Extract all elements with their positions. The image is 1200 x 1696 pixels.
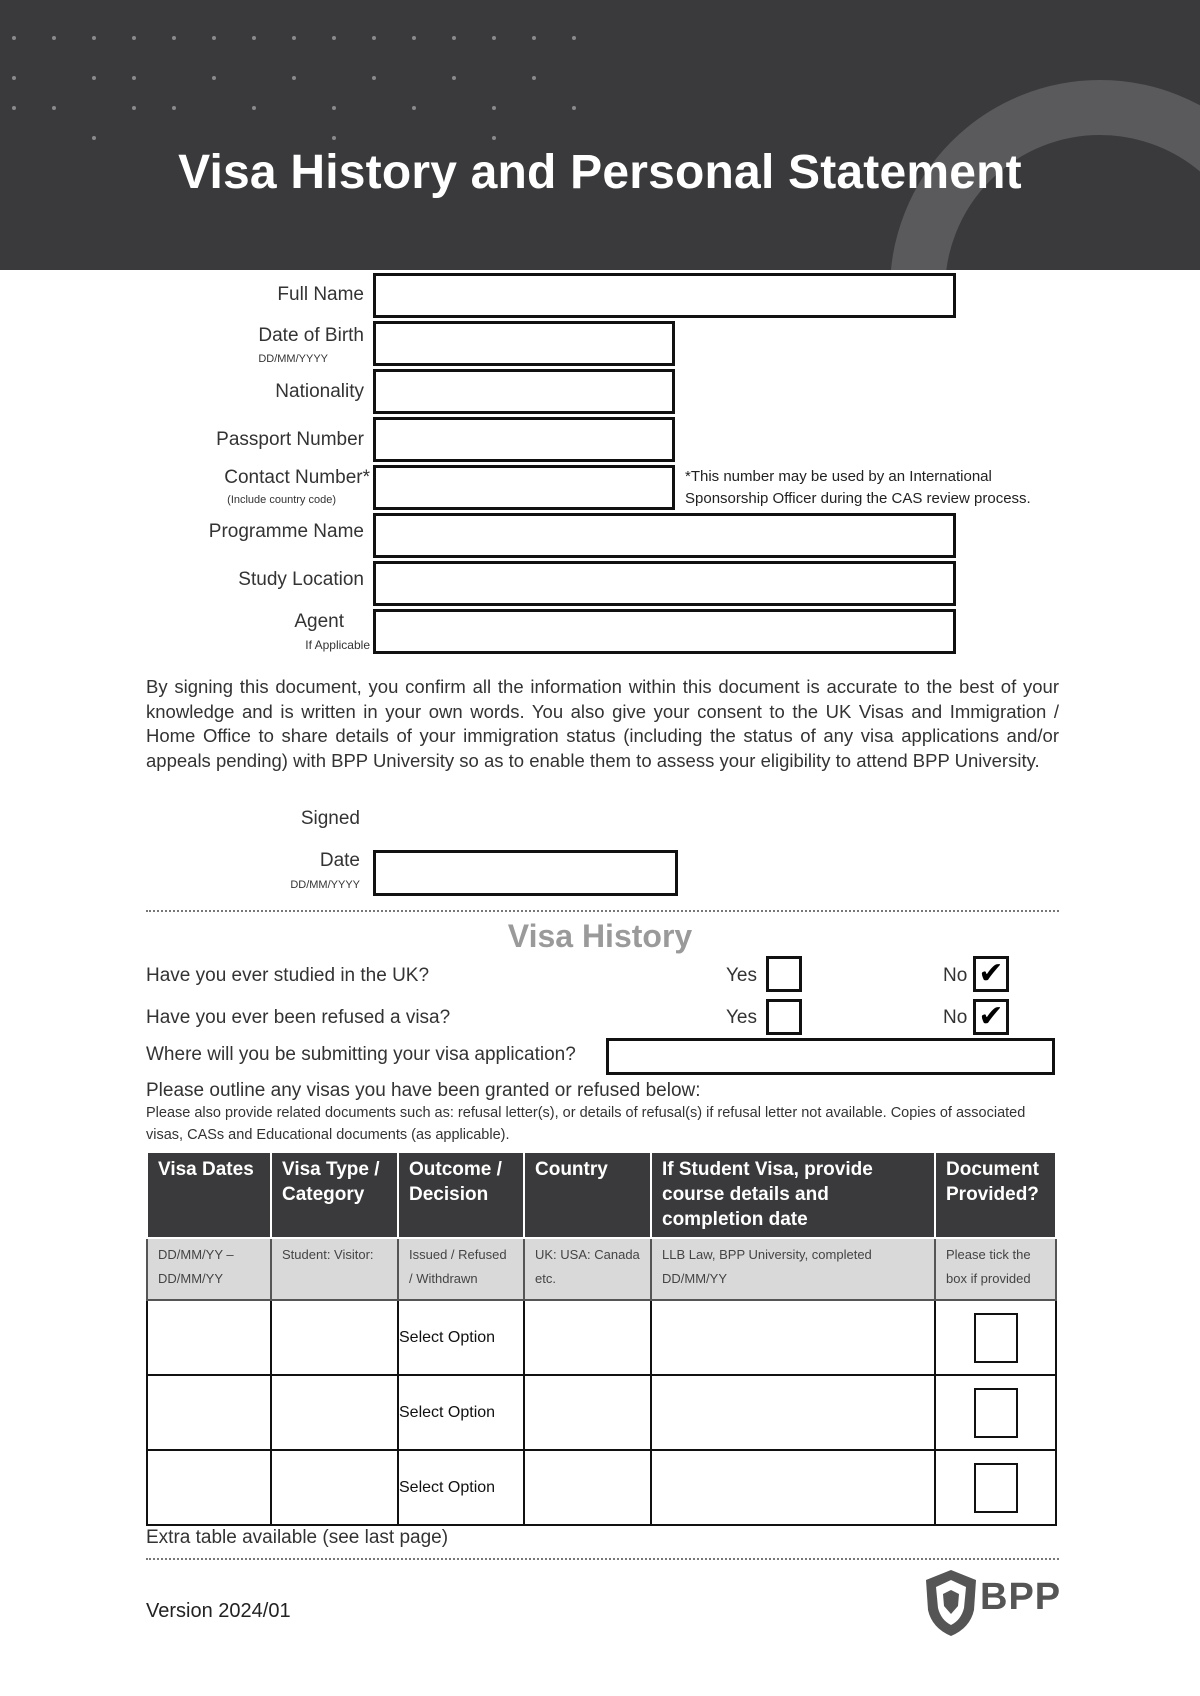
outline-visas-note: Please also provide related documents such as: refusal letter(s), or details of refusal(s) if refusal letter not available. Copies of associated visas, CASs and Educational documents (as applicable). [146, 1105, 1026, 1143]
country-cell[interactable] [524, 1450, 651, 1525]
section-divider [146, 910, 1059, 912]
studied-no-checkbox[interactable] [973, 956, 1009, 992]
hint-outcome: Issued / Refused / Withdrawn [398, 1238, 524, 1300]
outcome-select[interactable]: Select Option [398, 1375, 524, 1450]
submission-location-field[interactable] [606, 1038, 1055, 1075]
visa-history-title: Visa History [507, 918, 693, 954]
document-provided-checkbox[interactable] [974, 1388, 1018, 1438]
refused-no-checkbox[interactable] [973, 999, 1009, 1035]
refused-yes-label: Yes [726, 1007, 757, 1028]
col-country: Country [524, 1152, 651, 1238]
contact-note [685, 466, 1105, 510]
table-hint-row [147, 1238, 1056, 1300]
col-course-details: If Student Visa, provide course details and completion date [651, 1152, 935, 1238]
document-provided-cell [935, 1375, 1056, 1450]
dob-label: Date of Birth [258, 325, 364, 346]
contact-note-line-2: Sponsorship Officer during the CAS review process. [685, 490, 1031, 507]
dob-field[interactable] [373, 321, 675, 366]
document-provided-cell [935, 1450, 1056, 1525]
outcome-select[interactable]: Select Option [398, 1450, 524, 1525]
study-location-field[interactable] [373, 561, 956, 606]
programme-field[interactable] [373, 513, 956, 558]
hint-country: UK: USA: Canada etc. [524, 1238, 651, 1300]
col-outcome: Outcome / Decision [398, 1152, 524, 1238]
outline-visas-prompt: Please outline any visas you have been granted or refused below: [146, 1080, 701, 1101]
passport-label: Passport Number [216, 429, 364, 450]
footer-divider [146, 1558, 1059, 1560]
dot-pattern-decoration [0, 0, 620, 150]
document-provided-cell [935, 1300, 1056, 1375]
dob-format-hint: DD/MM/YYYY [258, 353, 328, 365]
studied-yes-label: Yes [726, 965, 757, 986]
consent-statement: By signing this document, you confirm all the information within this document is accurate to the best of your knowledge and is written in your own words. You also give your consent to the UK Visas and Immigration / Home Office to share details of your immigration status (including the status of any visa applications and/or appeals pending) with BPP University so as to enable them to assess your eligibility to attend BPP University. [146, 676, 1059, 771]
refused-yes-checkbox[interactable] [766, 999, 802, 1035]
header-banner [0, 0, 1200, 270]
table-row [147, 1300, 1056, 1375]
table-header-row [147, 1152, 1056, 1238]
refused-visa-question: Have you ever been refused a visa? [146, 1007, 451, 1028]
page-title: Visa History and Personal Statement [178, 146, 1022, 199]
programme-label: Programme Name [208, 521, 364, 542]
passport-field[interactable] [373, 417, 675, 462]
document-provided-checkbox[interactable] [974, 1313, 1018, 1363]
check-icon: ✔ [978, 957, 1004, 990]
contact-country-code-hint: (Include country code) [227, 494, 336, 506]
hint-document-provided: Please tick the box if provided [935, 1238, 1056, 1300]
country-cell[interactable] [524, 1300, 651, 1375]
visa-type-cell[interactable] [271, 1300, 398, 1375]
agent-label: Agent [294, 611, 344, 632]
extra-table-note: Extra table available (see last page) [146, 1527, 449, 1548]
agent-hint: If Applicable [305, 638, 370, 652]
visa-dates-cell[interactable] [147, 1375, 271, 1450]
country-cell[interactable] [524, 1375, 651, 1450]
document-provided-checkbox[interactable] [974, 1463, 1018, 1513]
refused-no-label: No [943, 1007, 968, 1028]
course-details-cell[interactable] [651, 1300, 935, 1375]
table-row [147, 1450, 1056, 1525]
contact-label: Contact Number* [224, 467, 370, 488]
agent-field[interactable] [373, 609, 956, 654]
full-name-label: Full Name [277, 284, 364, 305]
hint-visa-type: Student: Visitor: [271, 1238, 398, 1300]
version-label: Version 2024/01 [146, 1600, 291, 1622]
table-row [147, 1375, 1056, 1450]
check-icon: ✔ [978, 1000, 1004, 1033]
studied-no-label: No [943, 965, 968, 986]
study-location-label: Study Location [238, 569, 364, 590]
bpp-shield-logo-icon [922, 1568, 980, 1638]
visa-type-cell[interactable] [271, 1375, 398, 1450]
outcome-select[interactable]: Select Option [398, 1300, 524, 1375]
signature-date-field[interactable] [373, 850, 678, 896]
nationality-label: Nationality [275, 381, 364, 402]
visa-history-table [146, 1151, 1057, 1526]
visa-dates-cell[interactable] [147, 1450, 271, 1525]
studied-yes-checkbox[interactable] [766, 956, 802, 992]
hint-course-details: LLB Law, BPP University, completed DD/MM/YY [651, 1238, 935, 1300]
col-visa-dates: Visa Dates [147, 1152, 271, 1238]
submission-location-question: Where will you be submitting your visa application? [146, 1044, 576, 1065]
col-visa-type: Visa Type / Category [271, 1152, 398, 1238]
studied-uk-question: Have you ever studied in the UK? [146, 965, 430, 986]
course-details-cell[interactable] [651, 1450, 935, 1525]
col-document-provided: Document Provided? [935, 1152, 1056, 1238]
date-label: Date [319, 850, 360, 871]
nationality-field[interactable] [373, 369, 675, 414]
signed-label: Signed [300, 808, 360, 829]
contact-note-line-1: *This number may be used by an International [685, 468, 992, 485]
full-name-field[interactable] [373, 273, 956, 318]
visa-type-cell[interactable] [271, 1450, 398, 1525]
hint-visa-dates: DD/MM/YY – DD/MM/YY [147, 1238, 271, 1300]
contact-field[interactable] [373, 465, 675, 510]
date-format-hint: DD/MM/YYYY [290, 879, 360, 891]
bpp-logo-text: BPP [980, 1576, 1062, 1618]
visa-dates-cell[interactable] [147, 1300, 271, 1375]
course-details-cell[interactable] [651, 1375, 935, 1450]
